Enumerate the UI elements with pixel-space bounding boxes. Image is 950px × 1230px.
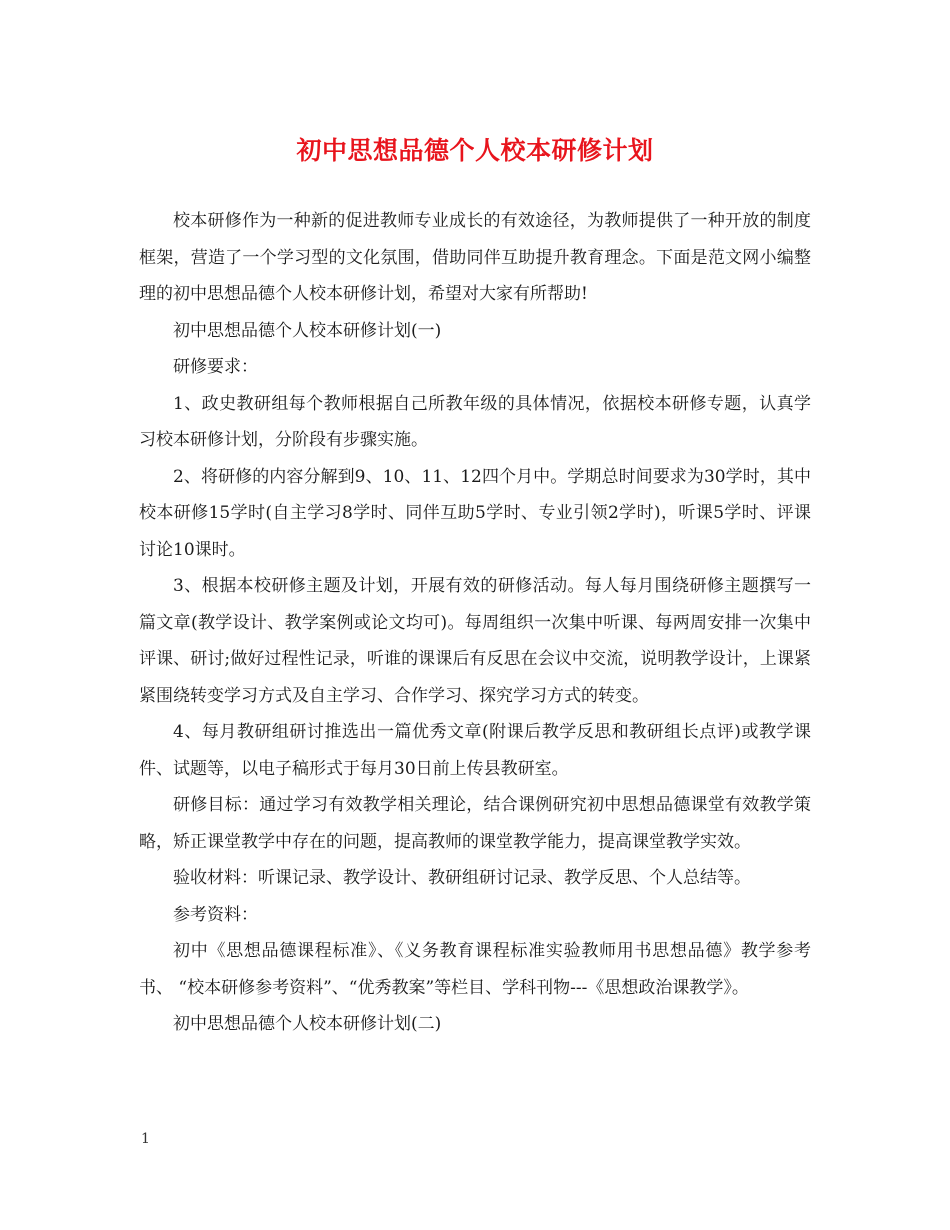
paragraph-materials: 验收材料：听课记录、教学设计、教研组研讨记录、教学反思、个人总结等。: [173, 868, 751, 888]
paragraph-section-heading-1: 初中思想品德个人校本研修计划(一): [173, 320, 442, 341]
paragraph-requirement-3: 3、根据本校研修主题及计划，开展有效的研修活动。每人每月围绕研修主题撰写一篇文章(教学设计、教学案例或论文均可)。每周组织一次集中听课、每两周安排一次集中评课、研讨;做好过程性记录，听谁的课课后有反思在会议中交流，说明教学设计，上课紧紧围绕转变学习方式及自主学习、合作学习、探究学习方式的转变。: [139, 576, 811, 706]
page-number: 1: [141, 1131, 150, 1147]
paragraph-section-heading-2: 初中思想品德个人校本研修计划(二): [173, 1014, 442, 1034]
paragraph-requirement-4: 4、每月教研组研讨推选出一篇优秀文章(附课后教学反思和教研组长点评)或教学课件、试题等，以电子稿形式于每月30日前上传县教研室。: [139, 722, 811, 779]
paragraph-goals: 研修目标：通过学习有效教学相关理论，结合课例研究初中思想品德课堂有效教学策略，矫正课堂教学中存在的问题，提高教师的课堂教学能力，提高课堂教学实效。: [139, 795, 811, 852]
document-title: 初中思想品德个人校本研修计划: [296, 136, 654, 165]
document-body: [139, 203, 811, 1043]
paragraph-intro: 校本研修作为一种新的促进教师专业成长的有效途径，为教师提供了一种开放的制度框架，营造了一个学习型的文化氛围，借助同伴互助提升教育理念。下面是范文网小编整理的初中思想品德个人校本研修计划，希望对大家有所帮助!: [139, 211, 811, 304]
paragraph-requirement-2: 2、将研修的内容分解到9、10、11、12四个月中。学期总时间要求为30学时，其中校本研修15学时(自主学习8学时、同伴互助5学时、专业引领2学时)，听课5学时、评课讨论10课时。: [139, 466, 811, 560]
paragraph-requirements-label: 研修要求：: [173, 357, 258, 377]
paragraph-references: 初中《思想品德课程标准》、《义务教育课程标准实验教师用书思想品德》教学参考书、 “校本研修参考资料”、“优秀教案”等栏目、学科刊物---《思想政治课教学》。: [139, 941, 811, 998]
paragraph-requirement-1: 1、政史教研组每个教师根据自己所教年级的具体情况，依据校本研修专题，认真学习校本研修计划，分阶段有步骤实施。: [139, 393, 811, 450]
paragraph-references-label: 参考资料：: [173, 904, 258, 925]
